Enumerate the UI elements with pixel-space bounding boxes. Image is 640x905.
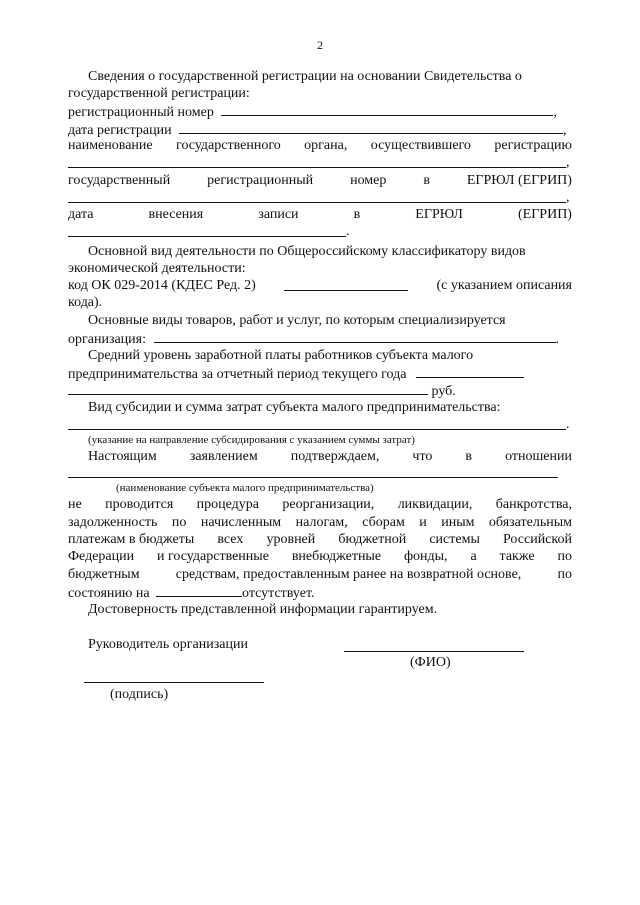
main-activity-line2: экономической деятельности: (68, 261, 246, 276)
reg-number-label: регистрационный номер (68, 105, 214, 120)
salary-line1: Средний уровень заработной платы работников субъекта малого (88, 348, 474, 363)
confirmation-text: также (499, 549, 535, 564)
confirmation-line2 (68, 514, 572, 531)
fio-field[interactable] (344, 651, 524, 652)
confirmation-line5 (68, 566, 572, 583)
authority-word: осуществившего (370, 138, 471, 153)
confirmation-text: по (171, 515, 187, 530)
confirmation-word: заявлением (189, 449, 258, 464)
egrul-date-word: дата (68, 207, 94, 222)
confirmation-text: сборам (362, 515, 405, 530)
salary-field-part2[interactable] (68, 381, 428, 395)
authority-word: регистрацию (494, 138, 572, 153)
confirmation-text: по (557, 567, 572, 582)
confirmation-text: платежам в бюджеты (68, 532, 195, 547)
confirmation-text: бюджетной (338, 532, 407, 547)
confirmation-lead-row (88, 448, 572, 465)
registration-intro-line2: государственной регистрации: (68, 86, 250, 101)
egrul-date-field[interactable] (68, 236, 346, 237)
confirmation-line4 (68, 548, 572, 565)
activity-code-field[interactable] (284, 277, 408, 291)
confirmation-text: реорганизации, (282, 497, 375, 512)
confirmation-text: Российской (502, 532, 572, 547)
confirmation-text: а (470, 549, 477, 564)
egrul-date-word: внесения (148, 207, 204, 222)
signature-caption: (подпись) (110, 687, 169, 702)
head-label: Руководитель организации (88, 637, 248, 652)
fio-caption: (ФИО) (410, 655, 451, 670)
confirmation-text: бюджетным (68, 567, 140, 582)
activity-code-prefix: код ОК 029-2014 (КДЕС Ред. 2) (68, 278, 256, 293)
main-activity-line1: Основной вид деятельности по Общероссийскому классификатору видов (88, 244, 526, 259)
confirmation-text: уровней (266, 532, 316, 547)
reg-date-row: дата регистрации , (68, 120, 567, 139)
confirmation-text: и государственные (157, 549, 269, 564)
egrul-number-field[interactable] (68, 202, 566, 203)
confirmation-text: ликвидации, (397, 497, 473, 512)
salary-row2 (68, 381, 456, 400)
activity-code-suffix: (с указанием описания (436, 278, 572, 293)
goods-row: организация: . (68, 329, 559, 348)
reg-number-field[interactable] (221, 102, 553, 116)
egrul-date-word: (ЕГРИП) (517, 207, 572, 222)
confirmation-word: в (465, 449, 473, 464)
confirmation-word: Настоящим (88, 449, 157, 464)
confirmation-text: всех (217, 532, 244, 547)
authority-label-row (68, 137, 572, 154)
document-page: 2 Сведения о государственной регистрации на основании Свидетельства о государственной регистрации: регистрационный номер , дата регистрации , наименование государственного органа, осуществившего регистрацию , государственный регистрационный номер в ЕГРЮЛ (ЕГРИП) , дата внесения записи в ЕГРЮЛ (ЕГРИП) . Основной вид деятельности по Общероссийскому классификатору видов экономической деятельности: код ОК 029-2014 (КДЕС Ред. 2) (с указанием описания кода). Основные виды товаров, работ и услуг, по которым специализируется организация: . Средний уровень заработной платы работников субъекта малого предпринимательства за отчетный период текущего года руб. Вид субсидии и сумма затрат субъекта малого предпринимательства: . (указание на направление субсидирования с указанием суммы затрат) Настоящим заявлением подтверждаем, что в отношении (наименование субъекта малого предпринимательства) не проводится процедура реорганизации, ликвидации, банкротства, задолженность по начисленным налогам, сборам и иным обязательным платежам в бюджеты всех уровней бюджетной системы Российской Федерации и государственные внебюджетные фонды, а также по бюджетным средствам, предоставленным ранее на возвратной основе, по состоянию на отсутствует. Достоверность представленной информации гарантируем. Руководитель организации (ФИО) (подпись) (0, 0, 640, 905)
confirmation-text: не (68, 497, 82, 512)
authority-word: государственного (176, 138, 281, 153)
confirmation-text: и (419, 515, 427, 530)
confirmation-text: задолженность (68, 515, 158, 530)
guarantee-text: Достоверность представленной информации гарантируем. (88, 602, 438, 617)
status-date-prefix: состоянию на (68, 586, 150, 601)
egrul-number-word: номер (350, 173, 387, 188)
confirmation-text: налогам, (295, 515, 348, 530)
goods-line1: Основные виды товаров, работ и услуг, по которым специализируется (88, 313, 506, 328)
authority-field[interactable] (68, 167, 566, 168)
reg-date-label: дата регистрации (68, 123, 172, 138)
confirmation-text: средствам, предоставленным ранее на возвратной основе, (175, 567, 522, 582)
confirmation-line3 (68, 531, 572, 548)
salary-label: предпринимательства за отчетный период текущего года (68, 367, 407, 382)
subject-name-caption: (наименование субъекта малого предпринимательства) (116, 482, 374, 494)
egrul-number-word: в (423, 173, 430, 188)
subsidy-field[interactable] (68, 429, 566, 430)
confirmation-text: обязательным (488, 515, 572, 530)
subsidy-caption: (указание на направление субсидирования с указанием суммы затрат) (88, 434, 415, 446)
confirmation-text: Федерации (68, 549, 135, 564)
subsidy-label: Вид субсидии и сумма затрат субъекта малого предпринимательства: (88, 400, 501, 415)
confirmation-text: банкротства, (495, 497, 572, 512)
registration-intro-line1: Сведения о государственной регистрации на основании Свидетельства о (88, 69, 522, 84)
salary-currency: руб. (431, 384, 456, 399)
goods-label: организация: (68, 332, 146, 347)
goods-field[interactable] (154, 329, 556, 343)
confirmation-text: начисленным (200, 515, 282, 530)
activity-code-line2: кода). (68, 295, 103, 310)
authority-word: наименование (68, 138, 153, 153)
salary-field-part1[interactable] (416, 364, 524, 378)
confirmation-text: процедура (196, 497, 260, 512)
page-number: 2 (317, 38, 323, 52)
reg-number-row: регистрационный номер , (68, 102, 557, 121)
confirmation-line1 (68, 496, 572, 513)
subject-name-field[interactable] (68, 477, 558, 478)
confirmation-text: системы (429, 532, 480, 547)
egrul-number-word: ЕГРЮЛ (ЕГРИП) (466, 173, 572, 188)
egrul-date-word: ЕГРЮЛ (415, 207, 463, 222)
egrul-number-label-row (68, 172, 572, 189)
status-date-field[interactable] (156, 583, 242, 597)
egrul-date-word: записи (258, 207, 299, 222)
egrul-number-word: государственный (68, 173, 171, 188)
egrul-date-word: в (353, 207, 361, 222)
confirmation-line6 (68, 583, 315, 602)
egrul-number-word: регистрационный (207, 173, 314, 188)
reg-date-field[interactable] (179, 120, 563, 134)
confirmation-word: отношении (505, 449, 572, 464)
confirmation-word: подтверждаем, (290, 449, 380, 464)
status-date-suffix: отсутствует. (242, 586, 315, 601)
confirmation-text: иным (441, 515, 475, 530)
confirmation-text: по (557, 549, 572, 564)
activity-code-row (68, 277, 572, 294)
egrul-date-label-row (68, 206, 572, 223)
confirmation-text: проводится (105, 497, 174, 512)
confirmation-text: внебюджетные (291, 549, 382, 564)
signature-field[interactable] (84, 682, 264, 683)
confirmation-word: что (412, 449, 433, 464)
authority-word: органа, (304, 138, 348, 153)
confirmation-text: фонды, (403, 549, 448, 564)
